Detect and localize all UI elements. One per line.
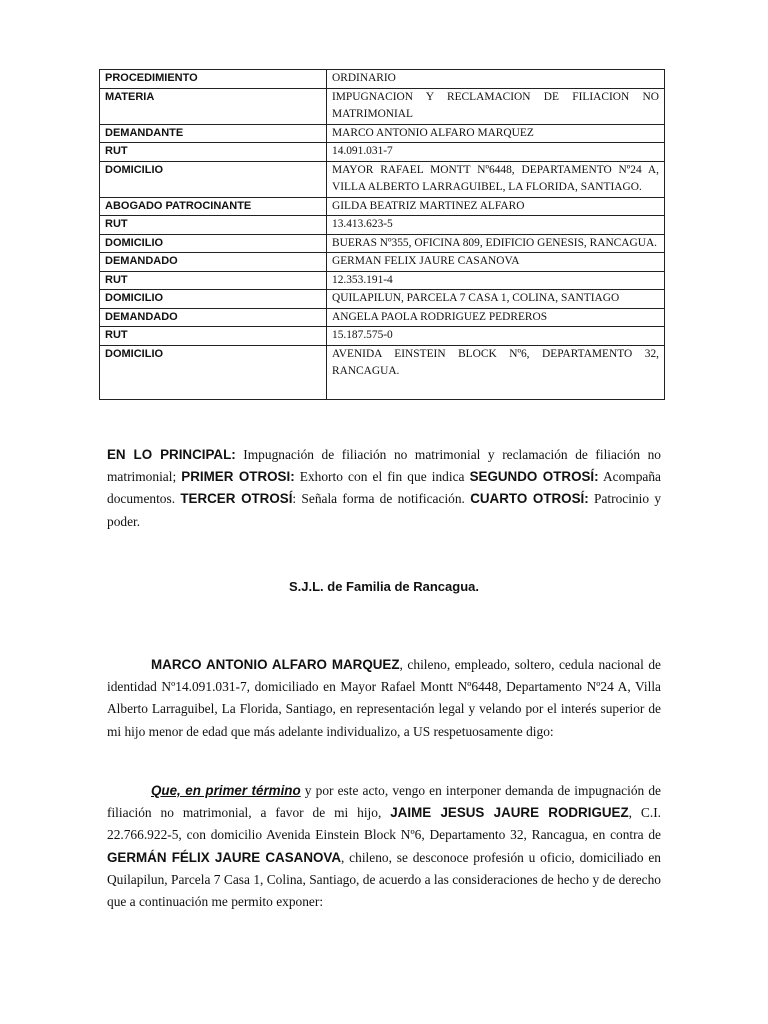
otrosi1-text: Exhorto con el fin que indica [294, 469, 470, 485]
header-value: GILDA BEATRIZ MARTINEZ ALFARO [327, 197, 665, 216]
otrosi2-label: SEGUNDO OTROSÍ: [469, 469, 599, 485]
otrosi3-text: : Señala forma de notificación. [292, 491, 471, 507]
header-row [100, 197, 665, 216]
header-label: RUT [100, 271, 327, 290]
header-row [100, 345, 665, 399]
header-value: 13.413.623-5 [327, 216, 665, 235]
plaintiff-name: MARCO ANTONIO ALFARO MARQUEZ [151, 657, 400, 672]
header-label: DEMANDADO [100, 253, 327, 272]
header-value: AVENIDA EINSTEIN BLOCK Nº6, DEPARTAMENTO 32, RANCAGUA. [327, 345, 665, 399]
header-row [100, 88, 665, 124]
header-label: DOMICILIO [100, 161, 327, 197]
header-label: DOMICILIO [100, 290, 327, 309]
header-value: IMPUGNACION Y RECLAMACION DE FILIACION NO MATRIMONIAL [327, 88, 665, 124]
header-value: QUILAPILUN, PARCELA 7 CASA 1, COLINA, SANTIAGO [327, 290, 665, 309]
header-label: DOMICILIO [100, 234, 327, 253]
header-label: DEMANDADO [100, 308, 327, 327]
header-row [100, 143, 665, 162]
header-label: DEMANDANTE [100, 124, 327, 143]
intro-paragraph [107, 654, 661, 743]
principal-label: EN LO PRINCIPAL: [107, 447, 236, 462]
header-label: ABOGADO PATROCINANTE [100, 197, 327, 216]
defendant-name: GERMÁN FÉLIX JAURE CASANOVA [107, 849, 342, 865]
otrosi4-text: Patrocinio y poder. [107, 491, 662, 529]
header-value: ANGELA PAOLA RODRIGUEZ PEDREROS [327, 308, 665, 327]
header-row [100, 70, 665, 89]
header-row [100, 290, 665, 309]
body-text-1: y por este acto, vengo en interponer demanda de impugnación de filiación no matrimonial, a favor de mi hijo, [107, 783, 661, 821]
header-value: 14.091.031-7 [327, 143, 665, 162]
header-label: RUT [100, 143, 327, 162]
header-row [100, 216, 665, 235]
otrosi4-label: CUARTO OTROSÍ: [470, 491, 589, 507]
otrosi1-label: PRIMER OTROSI: [181, 469, 295, 485]
body-lead: Que, en primer término [151, 783, 301, 798]
court-heading: S.J.L. de Familia de Rancagua. [288, 579, 479, 594]
header-row [100, 308, 665, 327]
otrosi2-text: Acompaña documentos. [107, 469, 661, 507]
header-row [100, 253, 665, 272]
summary-paragraph [107, 444, 661, 533]
intro-text: , chileno, empleado, soltero, cedula nacional de identidad Nº14.091.031-7, domiciliado en Mayor Rafael Montt Nº6448, Departamento Nº24 A, Villa Alberto Larraguibel, La Florida, Santiago, en representación legal y velando por el interés superior de mi hijo menor de edad que más adelante individualizo, a US respetuosamente digo: [107, 657, 661, 739]
header-row [100, 234, 665, 253]
header-value: GERMAN FELIX JAURE CASANOVA [327, 253, 665, 272]
header-value: BUERAS Nº355, OFICINA 809, EDIFICIO GENESIS, RANCAGUA. [327, 234, 665, 253]
header-row [100, 161, 665, 197]
header-value: 12.353.191-4 [327, 271, 665, 290]
header-row [100, 327, 665, 346]
header-value: ORDINARIO [327, 70, 665, 89]
child-name: JAIME JESUS JAURE RODRIGUEZ [390, 805, 629, 821]
body-text-3: , chileno, se desconoce profesión u oficio, domiciliado en Quilapilun, Parcela 7 Casa 1, Colina, Santiago, de acuerdo a las consideraciones de hecho y de derecho que a continuación me permito exponer: [107, 849, 661, 910]
header-value: 15.187.575-0 [327, 327, 665, 346]
body-text-2: , C.I. 22.766.922-5, con domicilio Avenida Einstein Block Nº6, Departamento 32, Rancagua, en contra de [107, 805, 661, 843]
header-value: MAYOR RAFAEL MONTT Nº6448, DEPARTAMENTO Nº24 A, VILLA ALBERTO LARRAGUIBEL, LA FLORIDA, SANTIAGO. [327, 161, 665, 197]
case-header-table [99, 69, 665, 400]
header-label: RUT [100, 327, 327, 346]
header-label: RUT [100, 216, 327, 235]
header-row [100, 124, 665, 143]
header-row [100, 271, 665, 290]
body-paragraph [107, 780, 661, 913]
principal-text: Impugnación de filiación no matrimonial y reclamación de filiación no matrimonial; [107, 447, 661, 485]
otrosi3-label: TERCER OTROSÍ [180, 491, 293, 507]
header-label: DOMICILIO [100, 345, 327, 399]
header-value: MARCO ANTONIO ALFARO MARQUEZ [327, 124, 665, 143]
header-label: PROCEDIMIENTO [100, 70, 327, 89]
header-label: MATERIA [100, 88, 327, 124]
